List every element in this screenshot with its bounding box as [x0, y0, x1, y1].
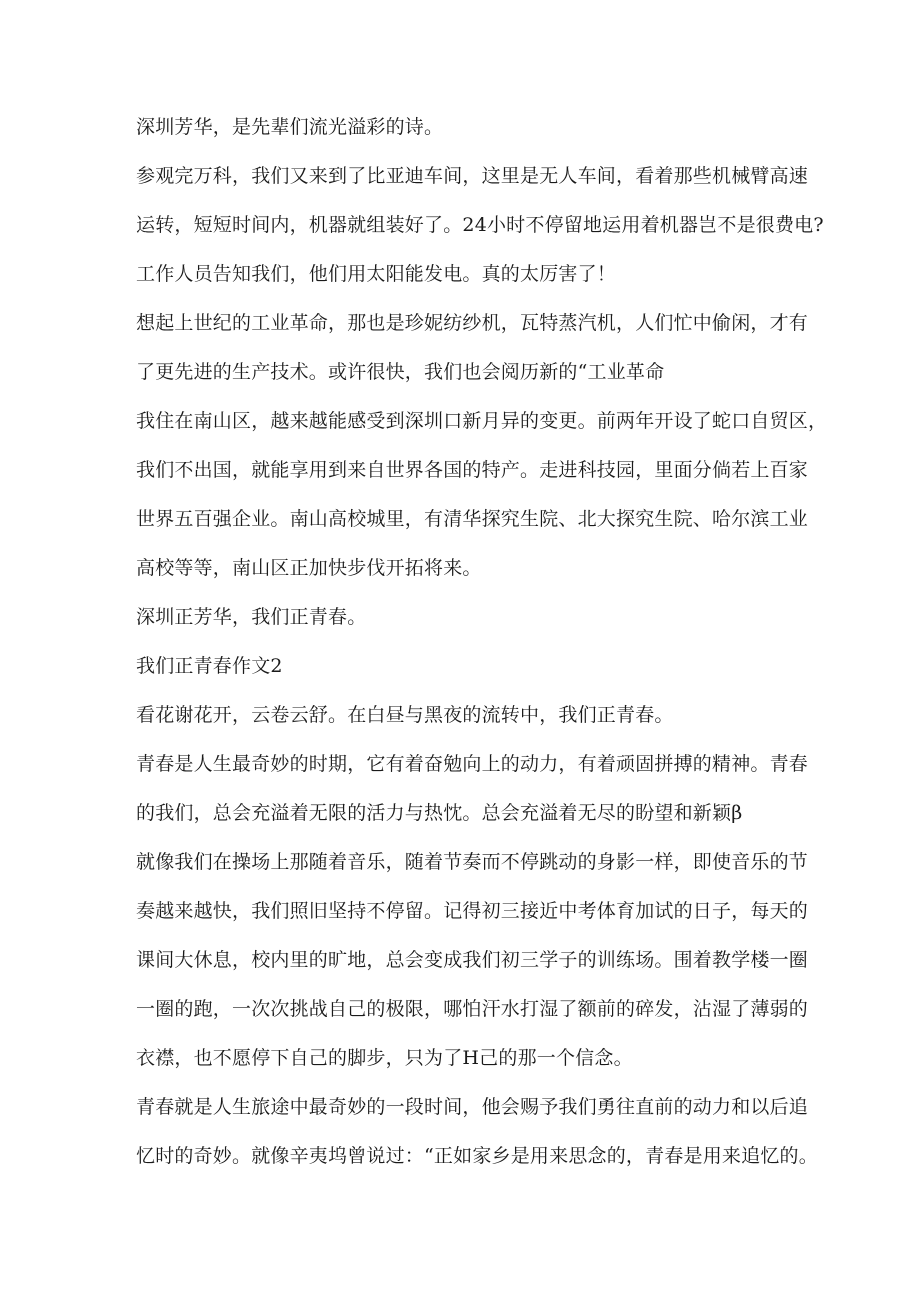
text-line: 参观完万科，我们又来到了比亚迪车间，这里是无人车间，看着那些机械臂高速 [136, 165, 809, 187]
text-line: 看花谢花开，云卷云舒。在白昼与黑夜的流转中，我们正青春。 [136, 704, 674, 726]
document-body [136, 112, 828, 1171]
text-line: 运转，短短时间内，机器就组装好了。24小时不停留地运用着机器岂不是很费电? [136, 214, 824, 236]
text-line: 世界五百强企业。南山高校城里，有清华探究生院、北大探究生院、哈尔滨工业 [136, 508, 809, 530]
text-line: 的我们，总会充溢着无限的活力与热忱。总会充溢着无尽的盼望和新颖β [136, 802, 743, 824]
text-line: 忆时的奇妙。就像辛夷坞曾说过：“正如家乡是用来思念的，青春是用来追忆的。 [136, 1145, 818, 1167]
text-line: 了更先进的生产技术。或许很快，我们也会阅历新的“工业革命 [136, 361, 665, 383]
text-line: 高校等等，南山区正加快步伐开拓将来。 [136, 557, 482, 579]
text-line: 深圳芳华，是先辈们流光溢彩的诗。 [136, 116, 444, 138]
text-line: 我们不出国，就能享用到来自世界各国的特产。走进科技园，里面分倘若上百家 [136, 459, 809, 481]
text-line: 奏越来越快，我们照旧坚持不停留。记得初三接近中考体育加试的日子，每天的 [136, 900, 809, 922]
text-line: 就像我们在操场上那随着音乐，随着节奏而不停跳动的身影一样，即使音乐的节 [136, 851, 809, 873]
text-line: 衣襟，也不愿停下自己的脚步，只为了H己的那一个信念。 [136, 1047, 633, 1069]
text-line: 深圳正芳华，我们正青春。 [136, 606, 367, 628]
text-line: 工作人员告知我们，他们用太阳能发电。真的太厉害了！ [136, 263, 617, 285]
text-line: 青春是人生最奇妙的时期，它有着奋勉向上的动力，有着顽固拼搏的精神。青春 [136, 753, 809, 775]
section-heading: 我们正青春作文2 [136, 655, 283, 677]
text-line: 想起上世纪的工业革命，那也是珍妮纺纱机，瓦特蒸汽机，人们忙中偷闲，才有 [136, 312, 809, 334]
text-line: 一圈的跑，一次次挑战自己的极限，哪怕汗水打湿了额前的碎发，沾湿了薄弱的 [136, 998, 809, 1020]
text-line: 课间大休息，校内里的旷地，总会变成我们初三学子的训练场。围着教学楼一圈 [136, 949, 809, 971]
text-line: 青春就是人生旅途中最奇妙的一段时间，他会赐予我们勇往直前的动力和以后追 [136, 1096, 809, 1118]
text-line: 我住在南山区，越来越能感受到深圳口新月异的变更。前两年开设了蛇口自贸区， [136, 410, 828, 432]
